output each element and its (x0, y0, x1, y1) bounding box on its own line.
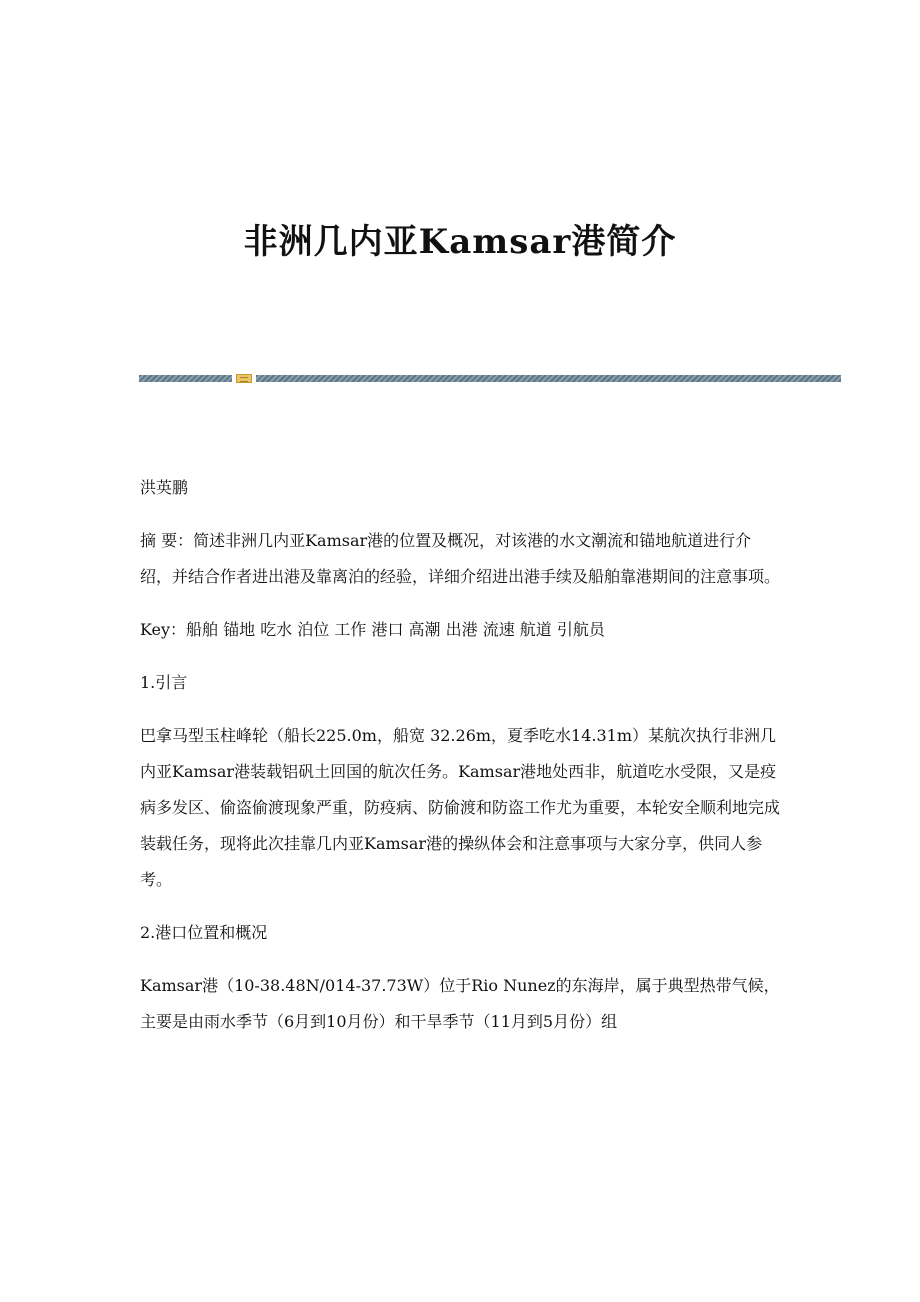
section-1-paragraph: 巴拿马型玉柱峰轮（船长225.0m，船宽 32.26m，夏季吃水14.31m）某航次执行非洲几内亚Kamsar港装载铝矾土回国的航次任务。Kamsar港地处西非，航道吃水受限，又是疫病多发区、偷盗偷渡现象严重，防疫病、防偷渡和防盗工作尤为重要，本轮安全顺利地完成装载任务，现将此次挂靠几内亚Kamsar港的操纵体会和注意事项与大家分享，供同人参考。 (140, 726, 781, 889)
abstract-paragraph: 摘 要：简述非洲几内亚Kamsar港的位置及概况，对该港的水文潮流和锚地航道进行介绍，并结合作者进出港及靠离泊的经验，详细介绍进出港手续及船舶靠港期间的注意事项。 (140, 531, 781, 586)
author-name: 洪英鹏 (140, 478, 189, 497)
section-2-paragraph: Kamsar港（10-38.48N/014-37.73W）位于Rio Nunez的东海岸，属于典型热带气候，主要是由雨水季节（6月到10月份）和干旱季节（11月到5月份）组 (140, 976, 780, 1031)
title-divider (139, 374, 841, 384)
section-2-heading: 2.港口位置和概况 (140, 923, 268, 942)
divider-bar-right (256, 375, 841, 382)
section-1-heading: 1.引言 (140, 673, 188, 692)
divider-ornament-icon (236, 374, 252, 383)
document-title: 非洲几内亚Kamsar港简介 (243, 222, 677, 262)
keywords-line: Key：船舶 锚地 吃水 泊位 工作 港口 高潮 出港 流速 航道 引航员 (140, 620, 605, 639)
document-body (140, 470, 780, 1057)
divider-bar-left (139, 375, 232, 382)
